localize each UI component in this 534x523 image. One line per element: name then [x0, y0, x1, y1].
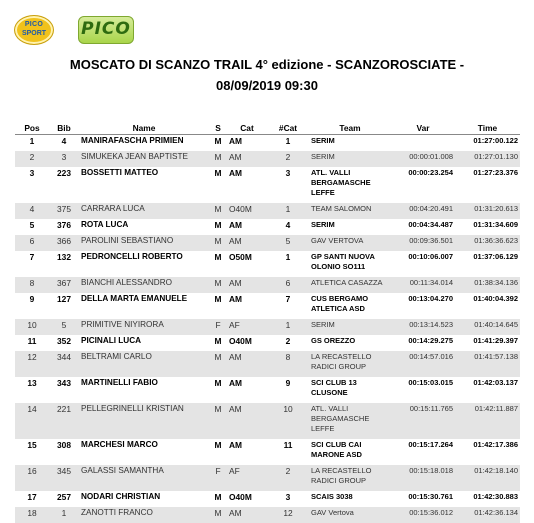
row-name: ROTA LUCA — [79, 219, 209, 235]
row-bib: 367 — [49, 277, 79, 293]
logo-text-bottom: SPORT — [15, 30, 53, 37]
row-time: 01:41:29.397 — [455, 335, 520, 351]
row-time: 01:42:03.137 — [455, 377, 520, 403]
row-sex: M — [209, 135, 227, 152]
row-name: BELTRAMI CARLO — [79, 351, 209, 377]
table-row — [15, 319, 520, 335]
column-header-team: Team — [309, 121, 391, 135]
row-pos: 14 — [15, 403, 49, 439]
row-team: ATL. VALLI BERGAMASCHE LEFFE — [309, 403, 391, 439]
row-catpos: 2 — [267, 335, 309, 351]
row-pos: 6 — [15, 235, 49, 251]
row-sex: M — [209, 235, 227, 251]
row-catpos: 1 — [267, 251, 309, 277]
row-var: 00:00:23.254 — [391, 167, 455, 203]
row-name: GALASSI SAMANTHA — [79, 465, 209, 491]
row-var: 00:15:30.761 — [391, 491, 455, 507]
row-cat: AF — [227, 319, 267, 335]
row-catpos: 1 — [267, 319, 309, 335]
row-name: BIANCHI ALESSANDRO — [79, 277, 209, 293]
pico-brand-logo — [78, 16, 134, 44]
row-sex: M — [209, 507, 227, 523]
row-bib: 132 — [49, 251, 79, 277]
row-sex: M — [209, 203, 227, 219]
table-row — [15, 491, 520, 507]
table-row — [15, 277, 520, 293]
row-time: 01:38:34.136 — [455, 277, 520, 293]
row-catpos: 9 — [267, 377, 309, 403]
table-row — [15, 135, 520, 152]
row-var: 00:13:14.523 — [391, 319, 455, 335]
row-team: GS OREZZO — [309, 335, 391, 351]
row-bib: 344 — [49, 351, 79, 377]
row-team: LA RECASTELLO RADICI GROUP — [309, 465, 391, 491]
table-row — [15, 151, 520, 167]
row-cat: AM — [227, 235, 267, 251]
row-pos: 18 — [15, 507, 49, 523]
row-name: PRIMITIVE NIYIRORA — [79, 319, 209, 335]
row-team: SCI CLUB 13 CLUSONE — [309, 377, 391, 403]
row-time: 01:42:17.386 — [455, 439, 520, 465]
row-bib: 366 — [49, 235, 79, 251]
column-header-catpos: #Cat — [267, 121, 309, 135]
row-var: 00:15:17.264 — [391, 439, 455, 465]
row-cat: AM — [227, 219, 267, 235]
row-time: 01:40:04.392 — [455, 293, 520, 319]
row-catpos: 5 — [267, 235, 309, 251]
row-sex: M — [209, 167, 227, 203]
row-time: 01:36:36.623 — [455, 235, 520, 251]
row-cat: O40M — [227, 335, 267, 351]
row-bib: 352 — [49, 335, 79, 351]
row-sex: M — [209, 377, 227, 403]
row-pos: 13 — [15, 377, 49, 403]
row-var — [391, 135, 455, 152]
column-header-pos: Pos — [15, 121, 49, 135]
pico-sport-logo — [14, 15, 54, 45]
row-team: SERIM — [309, 319, 391, 335]
row-catpos: 1 — [267, 203, 309, 219]
row-name: ZANOTTI FRANCO — [79, 507, 209, 523]
row-var: 00:04:20.491 — [391, 203, 455, 219]
row-team: GAV Vertova — [309, 507, 391, 523]
row-pos: 15 — [15, 439, 49, 465]
row-cat: O40M — [227, 491, 267, 507]
row-pos: 9 — [15, 293, 49, 319]
row-name: PELLEGRINELLI KRISTIAN — [79, 403, 209, 439]
row-sex: F — [209, 465, 227, 491]
row-cat: AM — [227, 293, 267, 319]
row-time: 01:42:11.887 — [455, 403, 520, 439]
row-sex: M — [209, 293, 227, 319]
row-pos: 11 — [15, 335, 49, 351]
table-row — [15, 167, 520, 203]
row-name: DELLA MARTA EMANUELE — [79, 293, 209, 319]
row-pos: 5 — [15, 219, 49, 235]
page-title: MOSCATO DI SCANZO TRAIL 4° edizione - SCANZOROSCIATE - — [0, 57, 534, 72]
row-catpos: 10 — [267, 403, 309, 439]
row-time: 01:31:34.609 — [455, 219, 520, 235]
row-pos: 10 — [15, 319, 49, 335]
row-name: PEDRONCELLI ROBERTO — [79, 251, 209, 277]
table-row — [15, 465, 520, 491]
row-team: ATLETICA CASAZZA — [309, 277, 391, 293]
row-time: 01:27:01.130 — [455, 151, 520, 167]
row-var: 00:14:29.275 — [391, 335, 455, 351]
column-header-var: Var — [391, 121, 455, 135]
row-pos: 1 — [15, 135, 49, 152]
row-cat: AM — [227, 439, 267, 465]
table-row — [15, 293, 520, 319]
row-sex: M — [209, 439, 227, 465]
row-catpos: 2 — [267, 465, 309, 491]
row-pos: 12 — [15, 351, 49, 377]
page-subtitle: 08/09/2019 09:30 — [0, 78, 534, 93]
row-bib: 5 — [49, 319, 79, 335]
row-name: PAROLINI SEBASTIANO — [79, 235, 209, 251]
row-var: 00:15:18.018 — [391, 465, 455, 491]
row-bib: 308 — [49, 439, 79, 465]
row-time: 01:31:20.613 — [455, 203, 520, 219]
column-header-cat: Cat — [227, 121, 267, 135]
row-catpos: 1 — [267, 135, 309, 152]
column-header-bib: Bib — [49, 121, 79, 135]
table-row — [15, 219, 520, 235]
row-team: SCAIS 3038 — [309, 491, 391, 507]
row-cat: AF — [227, 465, 267, 491]
row-team: TEAM SALOMON — [309, 203, 391, 219]
row-var: 00:15:11.765 — [391, 403, 455, 439]
row-team: ATL. VALLI BERGAMASCHE LEFFE — [309, 167, 391, 203]
row-var: 00:13:04.270 — [391, 293, 455, 319]
row-cat: AM — [227, 403, 267, 439]
row-bib: 223 — [49, 167, 79, 203]
row-name: NODARI CHRISTIAN — [79, 491, 209, 507]
row-bib: 345 — [49, 465, 79, 491]
logo-text: PICO — [78, 19, 134, 39]
row-catpos: 4 — [267, 219, 309, 235]
row-catpos: 3 — [267, 167, 309, 203]
row-time: 01:40:14.645 — [455, 319, 520, 335]
row-name: BOSSETTI MATTEO — [79, 167, 209, 203]
row-pos: 2 — [15, 151, 49, 167]
row-name: MANIRAFASCHA PRIMIEN — [79, 135, 209, 152]
row-name: MARTINELLI FABIO — [79, 377, 209, 403]
row-sex: M — [209, 351, 227, 377]
table-row — [15, 403, 520, 439]
row-bib: 343 — [49, 377, 79, 403]
row-cat: AM — [227, 167, 267, 203]
row-cat: AM — [227, 507, 267, 523]
column-header-name: Name — [79, 121, 209, 135]
row-catpos: 12 — [267, 507, 309, 523]
row-name: CARRARA LUCA — [79, 203, 209, 219]
row-cat: O40M — [227, 203, 267, 219]
row-name: SIMUKEKA JEAN BAPTISTE — [79, 151, 209, 167]
results-table — [15, 121, 520, 523]
row-pos: 16 — [15, 465, 49, 491]
row-var: 00:14:57.016 — [391, 351, 455, 377]
row-time: 01:42:30.883 — [455, 491, 520, 507]
row-name: PICINALI LUCA — [79, 335, 209, 351]
table-row — [15, 507, 520, 523]
row-pos: 7 — [15, 251, 49, 277]
row-cat: AM — [227, 351, 267, 377]
row-cat: AM — [227, 277, 267, 293]
row-team: SCI CLUB CAI MARONE ASD — [309, 439, 391, 465]
row-catpos: 8 — [267, 351, 309, 377]
row-team: SERIM — [309, 151, 391, 167]
row-bib: 375 — [49, 203, 79, 219]
row-team: GAV VERTOVA — [309, 235, 391, 251]
row-sex: M — [209, 251, 227, 277]
row-pos: 8 — [15, 277, 49, 293]
row-sex: M — [209, 219, 227, 235]
row-var: 00:15:03.015 — [391, 377, 455, 403]
row-catpos: 11 — [267, 439, 309, 465]
logo-text-top: PICO — [15, 21, 53, 28]
row-cat: AM — [227, 151, 267, 167]
row-pos: 4 — [15, 203, 49, 219]
column-header-sex: S — [209, 121, 227, 135]
row-time: 01:41:57.138 — [455, 351, 520, 377]
column-header-time: Time — [455, 121, 520, 135]
row-catpos: 6 — [267, 277, 309, 293]
row-pos: 3 — [15, 167, 49, 203]
table-header-row — [15, 121, 520, 135]
row-time: 01:42:18.140 — [455, 465, 520, 491]
row-var: 00:09:36.501 — [391, 235, 455, 251]
table-row — [15, 351, 520, 377]
row-time: 01:27:23.376 — [455, 167, 520, 203]
row-bib: 221 — [49, 403, 79, 439]
table-row — [15, 235, 520, 251]
row-bib: 257 — [49, 491, 79, 507]
row-cat: AM — [227, 377, 267, 403]
row-sex: M — [209, 491, 227, 507]
row-catpos: 7 — [267, 293, 309, 319]
row-sex: M — [209, 403, 227, 439]
row-bib: 127 — [49, 293, 79, 319]
row-sex: M — [209, 277, 227, 293]
row-time: 01:42:36.134 — [455, 507, 520, 523]
row-team: LA RECASTELLO RADICI GROUP — [309, 351, 391, 377]
row-catpos: 2 — [267, 151, 309, 167]
row-bib: 3 — [49, 151, 79, 167]
table-row — [15, 335, 520, 351]
row-pos: 17 — [15, 491, 49, 507]
row-sex: M — [209, 151, 227, 167]
row-var: 00:04:34.487 — [391, 219, 455, 235]
row-cat: AM — [227, 135, 267, 152]
table-row — [15, 377, 520, 403]
row-sex: F — [209, 319, 227, 335]
row-bib: 1 — [49, 507, 79, 523]
row-time: 01:37:06.129 — [455, 251, 520, 277]
table-row — [15, 439, 520, 465]
row-bib: 376 — [49, 219, 79, 235]
row-catpos: 3 — [267, 491, 309, 507]
row-var: 00:10:06.007 — [391, 251, 455, 277]
row-team: CUS BERGAMO ATLETICA ASD — [309, 293, 391, 319]
results-body — [15, 135, 520, 523]
table-row — [15, 251, 520, 277]
row-team: SERIM — [309, 219, 391, 235]
row-var: 00:00:01.008 — [391, 151, 455, 167]
row-bib: 4 — [49, 135, 79, 152]
row-time: 01:27:00.122 — [455, 135, 520, 152]
row-var: 00:11:34.014 — [391, 277, 455, 293]
row-sex: M — [209, 335, 227, 351]
row-name: MARCHESI MARCO — [79, 439, 209, 465]
row-cat: O50M — [227, 251, 267, 277]
table-row — [15, 203, 520, 219]
row-var: 00:15:36.012 — [391, 507, 455, 523]
row-team: SERIM — [309, 135, 391, 152]
row-team: GP SANTI NUOVA OLONIO SO111 — [309, 251, 391, 277]
